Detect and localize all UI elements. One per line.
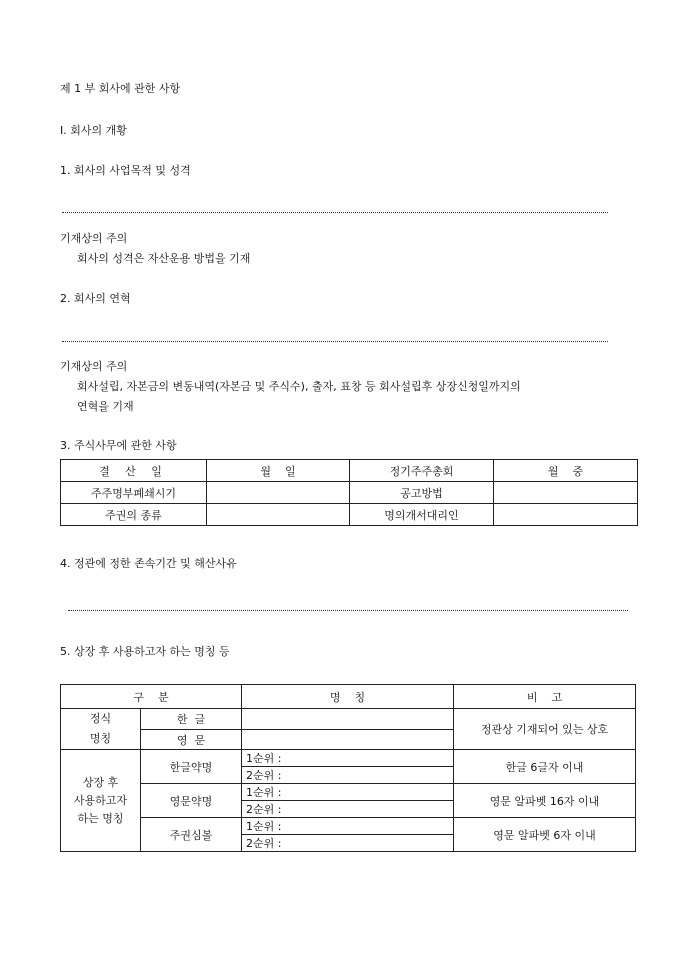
english-abbr-label: 영문약명 [141,784,242,818]
table-row [61,784,636,801]
official-english-label: 영 문 [141,730,242,750]
header-name: 명 칭 [242,685,454,709]
section-3-title: 3. 주식사무에 관한 사항 [60,439,177,452]
table-row [61,482,638,504]
korean-abbr-rank-2: 2순위 : [242,767,454,784]
company-name-table [60,684,636,852]
table-cell: 공고방법 [350,482,494,504]
official-name-label [61,709,141,750]
listing-label-line-3: 하는 명칭 [77,811,124,825]
ticker-symbol-label: 주권심볼 [141,818,242,852]
table-row [61,750,636,767]
section-1-note-label: 기재상의 주의 [60,232,128,245]
table-row [61,709,636,730]
chapter-title: Ⅰ. 회사의 개황 [60,124,127,137]
table-cell: 주권의 종류 [61,504,207,526]
table-cell: 월 일 [207,460,350,482]
section-4-fill-line [68,610,628,611]
ticker-rank-1: 1순위 : [242,818,454,835]
section-5-title: 5. 상장 후 사용하고자 하는 명칭 등 [60,645,230,658]
official-label-line-1: 정식 [89,712,112,725]
table-row [61,685,636,709]
table-cell: 월 중 [494,460,638,482]
stock-affairs-table [60,459,638,526]
section-4-title: 4. 정관에 정한 존속기간 및 해산사유 [60,557,237,570]
ticker-rank-2: 2순위 : [242,835,454,852]
official-korean-value [242,709,454,730]
table-row [61,818,636,835]
table-cell: 주주명부폐쇄시기 [61,482,207,504]
section-1-title: 1. 회사의 사업목적 및 성격 [60,164,191,177]
official-english-value [242,730,454,750]
listing-name-label [61,750,141,852]
section-1-note-text: 회사의 성격은 자산운용 방법을 기재 [77,252,251,265]
header-category: 구 분 [61,685,242,709]
table-cell [494,482,638,504]
korean-abbr-rank-1: 1순위 : [242,750,454,767]
table-cell [207,504,350,526]
table-row [61,504,638,526]
table-cell [494,504,638,526]
korean-abbr-label: 한글약명 [141,750,242,784]
english-abbr-rank-1: 1순위 : [242,784,454,801]
section-2-note-line-2: 연혁을 기재 [77,400,134,413]
official-remark: 정관상 기재되어 있는 상호 [454,709,636,750]
listing-label-line-2: 사용하고자 [73,793,128,807]
listing-label-line-1: 상장 후 [82,775,119,789]
section-2-title: 2. 회사의 연혁 [60,292,131,305]
ticker-remark: 영문 알파벳 6자 이내 [454,818,636,852]
section-2-fill-line [62,341,608,342]
official-korean-label: 한 글 [141,709,242,730]
table-cell: 정기주주총회 [350,460,494,482]
section-2-note-label: 기재상의 주의 [60,360,128,373]
section-2-note-line-1: 회사설립, 자본금의 변동내역(자본금 및 주식수), 출자, 표창 등 회사설립후 상장신청일까지의 [77,380,521,393]
header-remark: 비 고 [454,685,636,709]
table-row [61,460,638,482]
official-label-line-2: 명칭 [89,732,112,745]
table-cell: 결 산 일 [61,460,207,482]
english-abbr-rank-2: 2순위 : [242,801,454,818]
part-title: 제 1 부 회사에 관한 사항 [60,82,181,95]
table-cell: 명의개서대리인 [350,504,494,526]
english-abbr-remark: 영문 알파벳 16자 이내 [454,784,636,818]
table-cell [207,482,350,504]
korean-abbr-remark: 한글 6글자 이내 [454,750,636,784]
section-1-fill-line [62,212,608,213]
